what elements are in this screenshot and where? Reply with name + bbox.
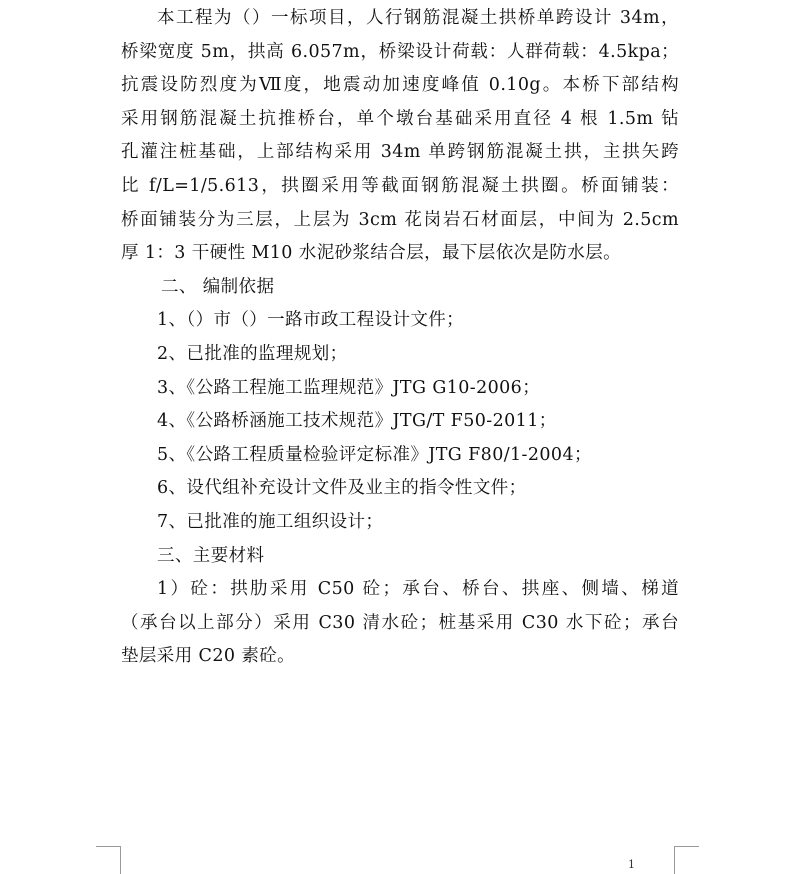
basis-item: 2、已批准的监理规划；	[157, 343, 348, 364]
overview-line: 抗震设防烈度为Ⅶ度，地震动加速度峰值 0.10g。本桥下部结构	[121, 75, 679, 96]
basis-item: 4、《公路桥涵施工技术规范》JTG/T F50-2011；	[157, 411, 557, 432]
basis-item: 3、《公路工程施工监理规范》JTG G10-2006；	[157, 377, 541, 398]
overview-line: 采用钢筋混凝土抗推桥台，单个墩台基础采用直径 4 根 1.5m 钻	[121, 108, 679, 129]
basis-item: 6、设代组补充设计文件及业主的指令性文件；	[157, 478, 527, 499]
document-body	[121, 0, 679, 674]
overview-line: 厚 1：3 干硬性 M10 水泥砂浆结合层，最下层依次是防水层。	[121, 243, 622, 264]
overview-line: 本工程为（）一标项目，人行钢筋混凝土拱桥单跨设计 34m，	[157, 8, 679, 28]
basis-item: 5、《公路工程质量检验评定标准》JTG F80/1-2004；	[157, 444, 592, 465]
section-heading-materials: 三、主要材料	[157, 545, 265, 566]
page-number: 1	[628, 858, 635, 871]
materials-line: （承台以上部分）采用 C30 清水砼；桩基采用 C30 水下砼；承台	[121, 612, 679, 633]
materials-line: 1）砼：拱肋采用 C50 砼；承台、桥台、拱座、侧墙、梯道	[157, 579, 679, 600]
basis-item: 7、已批准的施工组织设计；	[157, 511, 384, 532]
section-heading-basis: 二、 编制依据	[161, 276, 275, 297]
overview-line: 孔灌注桩基础，上部结构采用 34m 单跨钢筋混凝土拱，主拱矢跨	[121, 142, 679, 163]
overview-line: 桥面铺装分为三层，上层为 3cm 花岗岩石材面层，中间为 2.5cm	[121, 209, 679, 230]
page-corner-mark-right	[674, 846, 699, 874]
page-corner-mark-left	[96, 846, 121, 874]
basis-item: 1、（）市（）一路市政工程设计文件；	[157, 310, 465, 331]
overview-line: 桥梁宽度 5m，拱高 6.057m，桥梁设计荷载：人群荷载：4.5kpa；	[121, 41, 679, 62]
overview-line: 比 f/L=1/5.613，拱圈采用等截面钢筋混凝土拱圈。桥面铺装：	[121, 175, 679, 196]
materials-line: 垫层采用 C20 素砼。	[121, 646, 296, 667]
